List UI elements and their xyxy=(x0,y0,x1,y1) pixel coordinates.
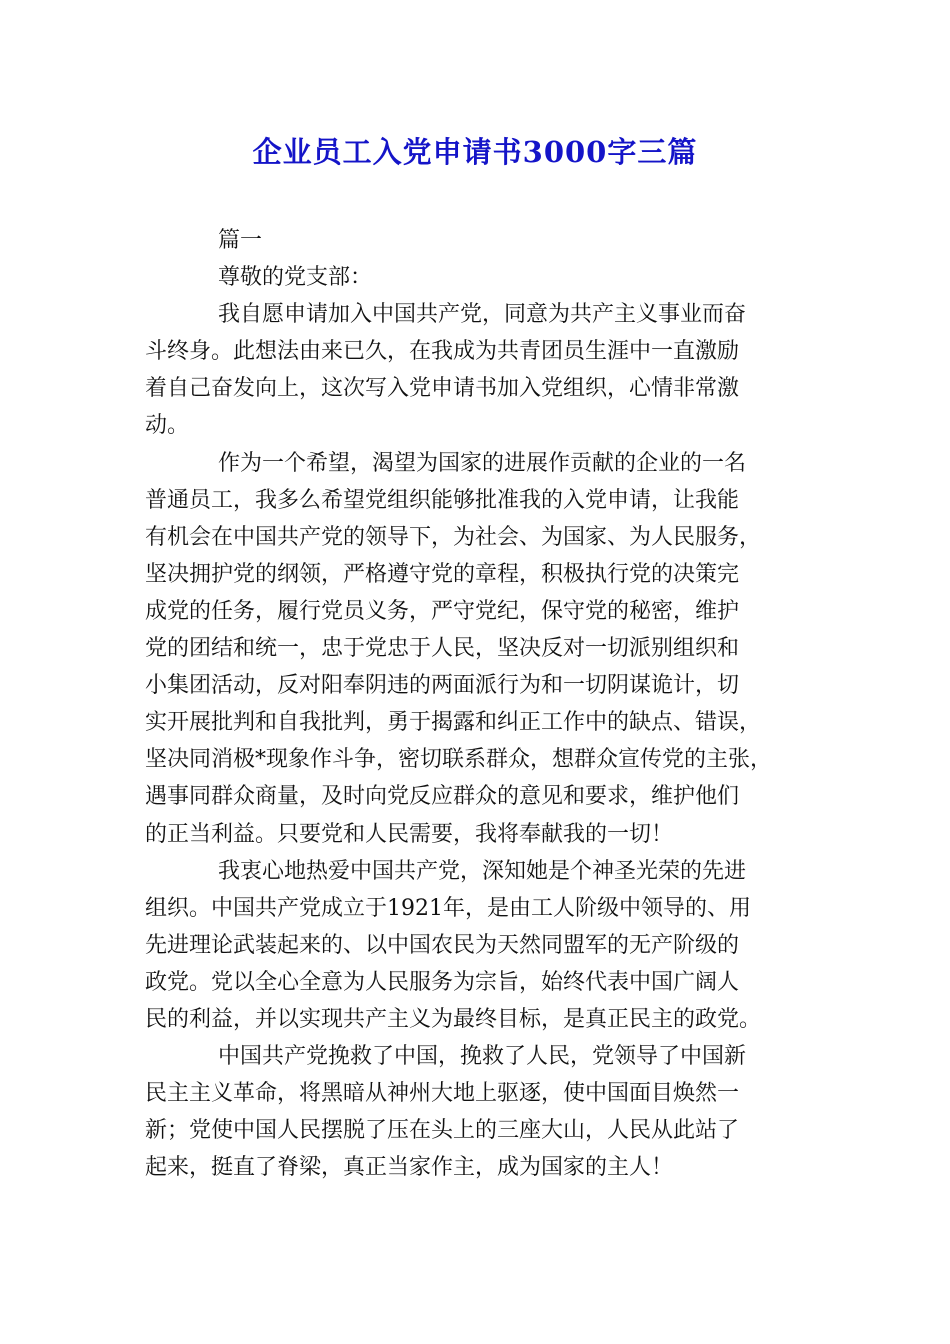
text-line: 作为一个希望，渴望为国家的进展作贡献的企业的一名 xyxy=(218,450,747,476)
text-line: 坚决拥护党的纲领，严格遵守党的章程，积极执行党的决策完 xyxy=(145,561,740,587)
text-line: 有机会在中国共产党的领导下，为社会、为国家、为人民服务， xyxy=(145,524,762,550)
text-line: 政党。党以全心全意为人民服务为宗旨，始终代表中国广阔人 xyxy=(145,969,740,995)
text-line: 组织。中国共产党成立于1921年，是由工人阶级中领导的、用 xyxy=(145,895,751,921)
text-line: 党的团结和统一，忠于党忠于人民，坚决反对一切派别组织和 xyxy=(145,636,740,662)
text-line: 动。 xyxy=(145,413,190,439)
text-line: 遇事同群众商量，及时向党反应群众的意见和要求，维护他们 xyxy=(145,784,740,810)
text-line: 起来，挺直了脊梁，真正当家作主，成为国家的主人！ xyxy=(145,1155,674,1181)
text-line: 着自己奋发向上，这次写入党申请书加入党组织，心情非常激 xyxy=(145,376,740,402)
text-line: 我自愿申请加入中国共产党，同意为共产主义事业而奋 xyxy=(218,302,747,328)
text-line: 小集团活动，反对阳奉阴违的两面派行为和一切阴谋诡计，切 xyxy=(145,673,740,699)
text-line: 民主主义革命，将黑暗从神州大地上驱逐，使中国面目焕然一 xyxy=(145,1081,740,1107)
text-line: 先进理论武装起来的、以中国农民为天然同盟军的无产阶级的 xyxy=(145,932,740,958)
text-line: 中国共产党挽救了中国，挽救了人民，党领导了中国新 xyxy=(218,1044,747,1070)
text-line: 普通员工，我多么希望党组织能够批准我的入党申请，让我能 xyxy=(145,487,740,513)
text-line: 的正当利益。只要党和人民需要，我将奉献我的一切！ xyxy=(145,821,674,847)
text-line: 尊敬的党支部： xyxy=(218,265,373,291)
text-line: 成党的任务，履行党员义务，严守党纪，保守党的秘密，维护 xyxy=(145,598,740,624)
text-line: 我衷心地热爱中国共产党，深知她是个神圣光荣的先进 xyxy=(218,858,747,884)
text-line: 坚决同消极*现象作斗争，密切联系群众，想群众宣传党的主张， xyxy=(145,747,773,773)
text-line: 斗终身。此想法由来已久，在我成为共青团员生涯中一直激励 xyxy=(145,339,740,365)
text-line: 篇一 xyxy=(218,228,263,253)
text-line: 民的利益，并以实现共产主义为最终目标，是真正民主的政党。 xyxy=(145,1006,762,1032)
text-line: 新；党使中国人民摆脱了压在头上的三座大山，人民从此站了 xyxy=(145,1118,740,1144)
document-title: 企业员工入党申请书3000字三篇 xyxy=(252,135,698,169)
document-body xyxy=(145,222,825,1186)
text-line: 实开展批判和自我批判，勇于揭露和纠正工作中的缺点、错误， xyxy=(145,710,762,736)
